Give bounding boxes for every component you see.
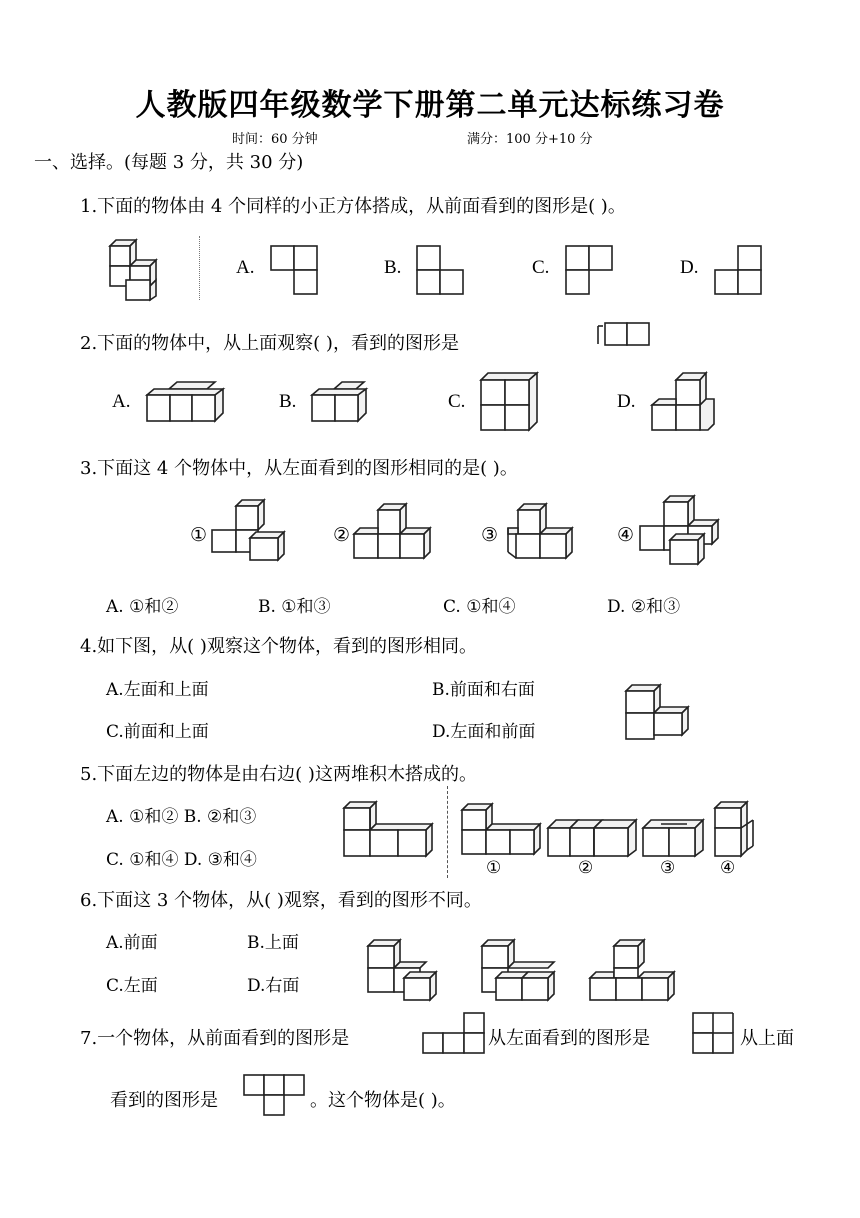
q5-options-cd[interactable]: C. ①和④ D. ③和④ xyxy=(106,850,257,870)
q1-option-c[interactable]: C. xyxy=(532,257,550,278)
q2-option-c-figure xyxy=(479,372,541,432)
q5-pile-1-label: ① xyxy=(486,858,502,878)
q5-pile-4-figure xyxy=(713,800,755,860)
question-7-part-1: 7.一个物体，从前面看到的图形是 xyxy=(80,1028,350,1049)
q3-option-a[interactable]: A. ①和② xyxy=(106,597,179,617)
q6-figure-2 xyxy=(480,938,570,1002)
q3-label-1: ① xyxy=(190,525,208,546)
q3-label-2: ② xyxy=(333,525,351,546)
q5-divider xyxy=(447,786,448,878)
q1-option-d-figure xyxy=(714,245,764,295)
question-3: 3.下面这 4 个物体中，从左面看到的图形相同的是( )。 xyxy=(80,458,518,479)
q2-option-d[interactable]: D. xyxy=(617,391,636,412)
q5-pile-3-label: ③ xyxy=(660,858,676,878)
q6-option-b[interactable]: B.上面 xyxy=(247,933,299,953)
q3-label-3: ③ xyxy=(481,525,499,546)
question-2: 2.下面的物体中，从上面观察( )，看到的图形是 xyxy=(80,333,459,354)
q3-option-d[interactable]: D. ②和③ xyxy=(607,597,681,617)
q2-target-figure xyxy=(597,322,653,348)
q1-object-figure xyxy=(108,238,170,300)
question-5: 5.下面左边的物体是由右边( )这两堆积木搭成的。 xyxy=(80,764,477,785)
q3-option-c[interactable]: C. ①和④ xyxy=(443,597,516,617)
q6-figure-3 xyxy=(588,938,686,1002)
question-1: 1.下面的物体由 4 个同样的小正方体搭成，从前面看到的图形是( )。 xyxy=(80,196,626,217)
q2-option-c[interactable]: C. xyxy=(448,391,466,412)
q1-option-b-figure xyxy=(416,245,466,295)
q4-option-c[interactable]: C.前面和上面 xyxy=(106,722,209,742)
q7-top-view-figure xyxy=(242,1074,308,1118)
question-7-part-4: 看到的图形是 xyxy=(110,1090,218,1111)
q6-option-a[interactable]: A.前面 xyxy=(106,933,158,953)
q7-front-view-figure xyxy=(422,1012,486,1056)
question-7-part-5: 。这个物体是( )。 xyxy=(310,1090,456,1111)
q6-option-c[interactable]: C.左面 xyxy=(106,976,158,996)
q5-pile-3-figure xyxy=(641,816,707,860)
q3-label-4: ④ xyxy=(617,525,635,546)
q3-figure-1 xyxy=(210,498,292,564)
q5-pile-4-label: ④ xyxy=(720,858,736,878)
question-7-part-3: 从上面 xyxy=(740,1028,794,1049)
page-title: 人教版四年级数学下册第二单元达标练习卷 xyxy=(135,88,725,123)
q2-option-a-figure xyxy=(145,381,227,423)
q1-option-c-figure xyxy=(565,245,615,295)
q2-option-b[interactable]: B. xyxy=(279,391,297,412)
q1-option-a[interactable]: A. xyxy=(236,257,255,278)
question-4: 4.如下图，从( )观察这个物体，看到的图形相同。 xyxy=(80,636,477,657)
q6-figure-1 xyxy=(366,938,452,1002)
q4-option-b[interactable]: B.前面和右面 xyxy=(432,680,535,700)
q4-option-a[interactable]: A.左面和上面 xyxy=(106,680,209,700)
q3-figure-3 xyxy=(500,502,576,564)
q7-left-view-figure xyxy=(692,1012,736,1056)
q5-pile-1-figure xyxy=(460,802,542,858)
question-6: 6.下面这 3 个物体，从( )观察，看到的图形不同。 xyxy=(80,890,482,911)
q5-pile-2-figure xyxy=(546,816,638,860)
q1-option-a-figure xyxy=(270,245,320,295)
q4-object-figure xyxy=(624,683,692,741)
q2-option-d-figure xyxy=(650,372,720,432)
q3-figure-2 xyxy=(352,502,434,564)
q1-divider xyxy=(199,236,200,300)
q6-option-d[interactable]: D.右面 xyxy=(247,976,300,996)
q5-options-ab[interactable]: A. ①和② B. ②和③ xyxy=(106,807,257,827)
question-7-part-2: 从左面看到的图形是 xyxy=(488,1028,650,1049)
q5-pile-2-label: ② xyxy=(578,858,594,878)
q4-option-d[interactable]: D.左面和前面 xyxy=(432,722,536,742)
full-score: 满分：100 分+10 分 xyxy=(467,132,593,147)
q2-option-b-figure xyxy=(310,381,372,423)
section-heading: 一、选择。(每题 3 分，共 30 分) xyxy=(34,152,304,173)
q2-option-a[interactable]: A. xyxy=(112,391,131,412)
q5-object-figure xyxy=(342,800,434,860)
q3-figure-4 xyxy=(638,494,724,568)
q1-option-b[interactable]: B. xyxy=(384,257,402,278)
q1-option-d[interactable]: D. xyxy=(680,257,699,278)
time-limit: 时间：60 分钟 xyxy=(232,132,318,147)
q3-option-b[interactable]: B. ①和③ xyxy=(258,597,331,617)
